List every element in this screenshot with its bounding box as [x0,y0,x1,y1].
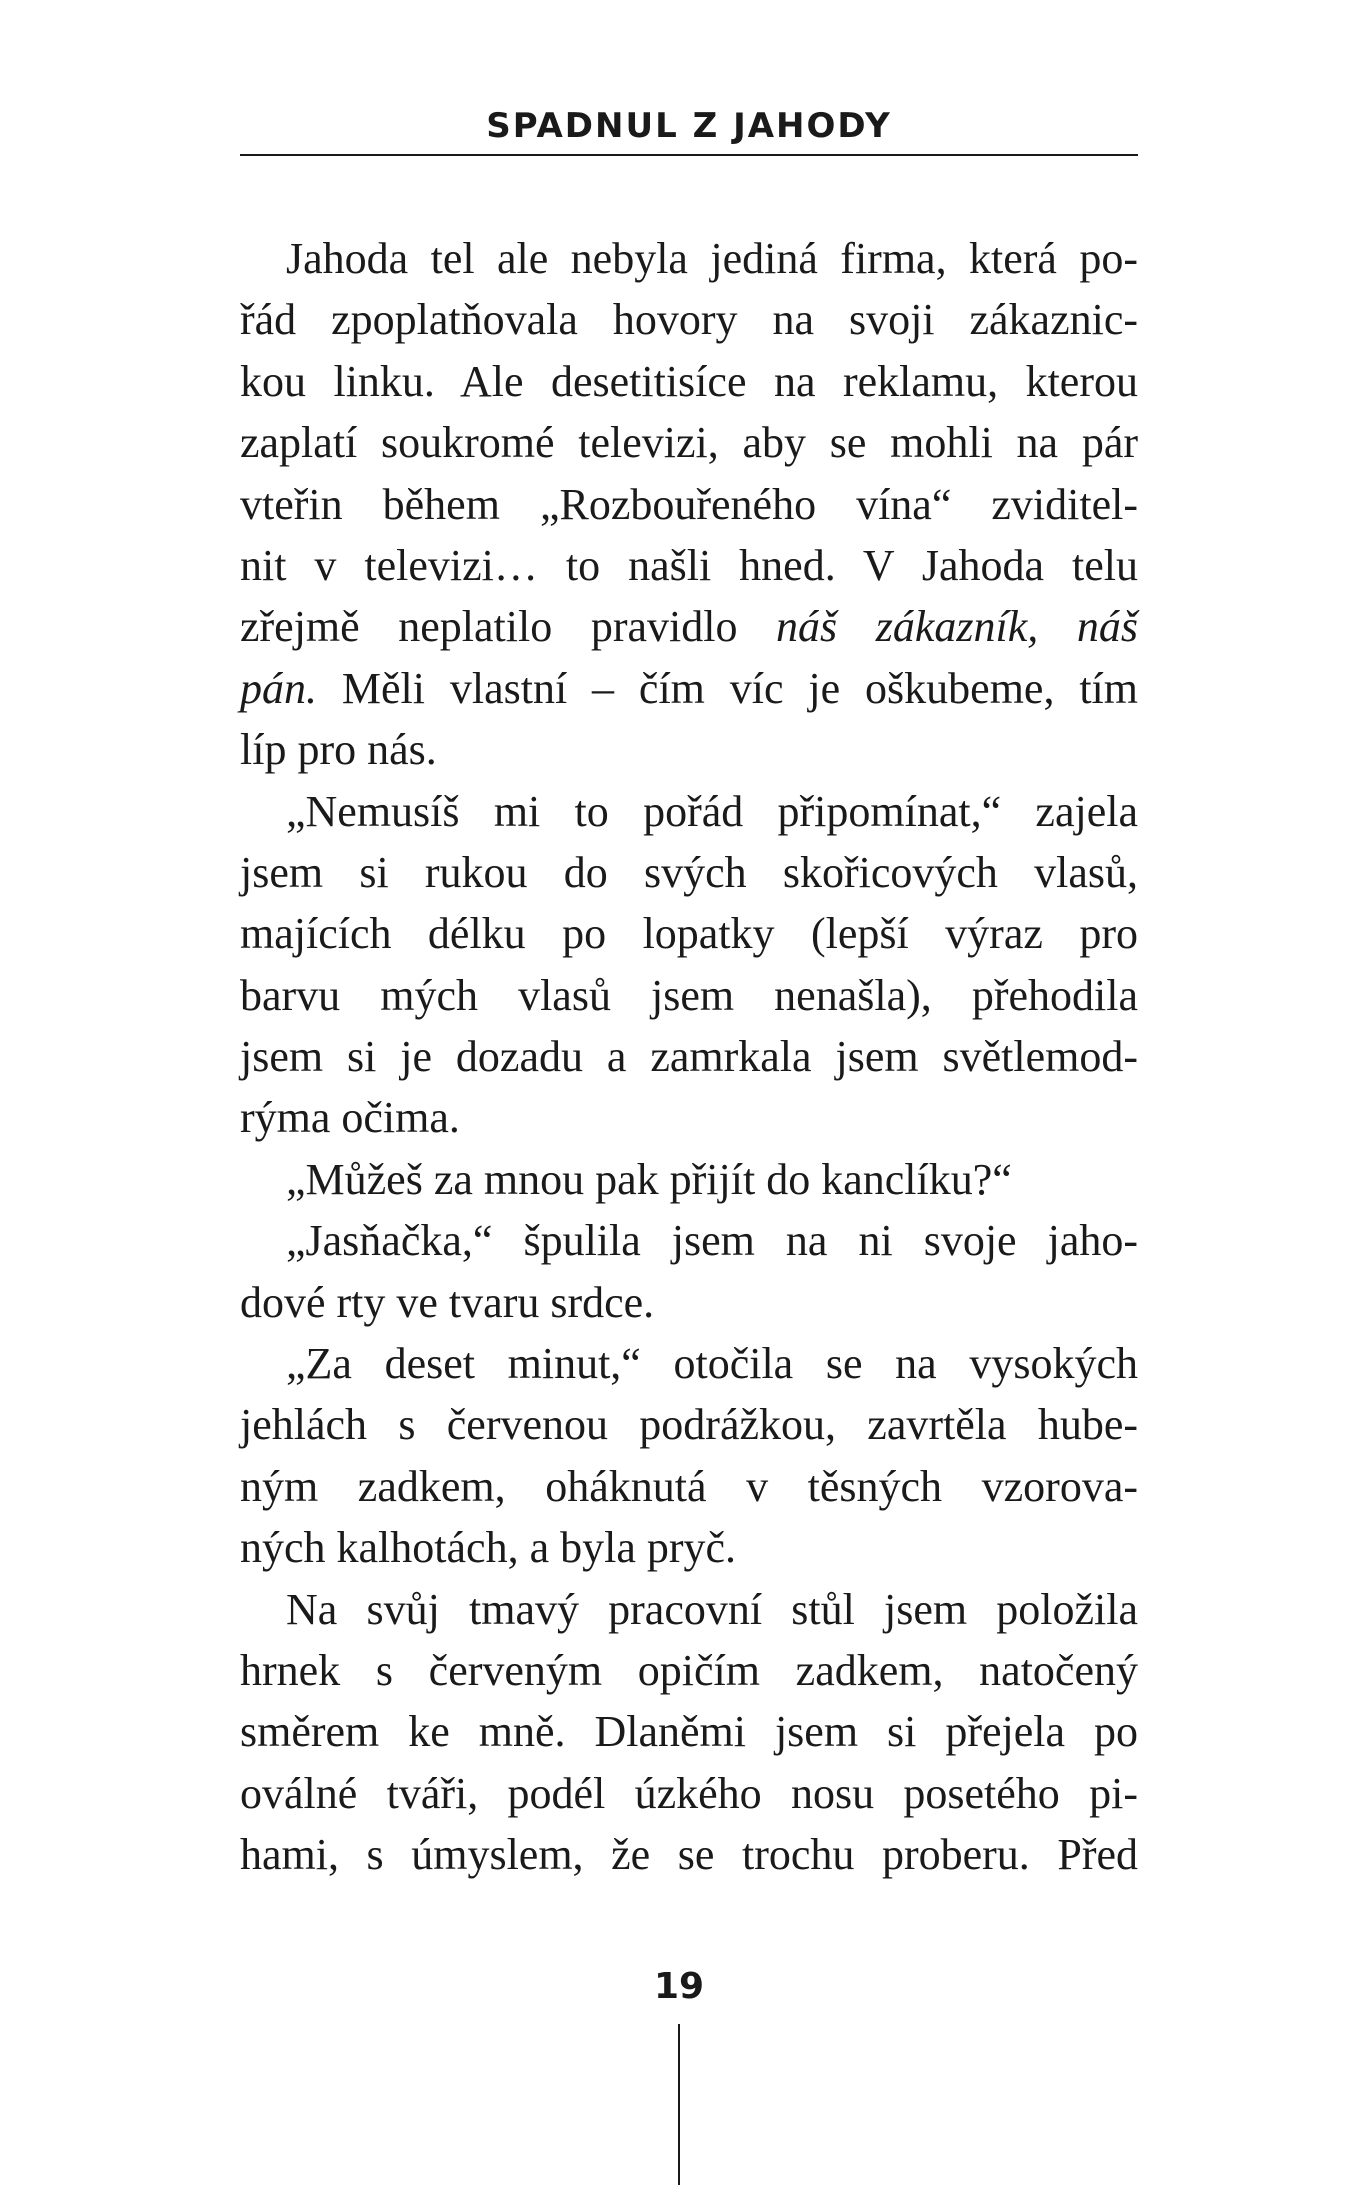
text-line [240,1210,1138,1271]
text-line [240,781,1138,842]
text-segment: líp pro nás. [240,725,437,775]
text-segment: oválné tváři, podél úzkého nosu posetého pi- [240,1768,1138,1818]
text-segment: majících délku po lopatky (lepší výraz pro [240,909,1138,959]
text-line [240,965,1138,1026]
text-segment: ných kalhotách, a byla pryč. [240,1523,737,1573]
text-line [240,658,1138,719]
text-segment: ným zadkem, oháknutá v těsných vzorova- [240,1461,1138,1511]
text-segment: jsem si je dozadu a zamrkala jsem světlemod- [240,1032,1138,1082]
page-number-rule [678,2024,680,2185]
text-line [240,1701,1138,1762]
text-line [240,596,1138,657]
text-segment: hrnek s červeným opičím zadkem, natočený [240,1645,1138,1695]
text-segment: „Můžeš za mnou pak přijít do kanclíku?“ [286,1154,1012,1204]
text-segment: vteřin během „Rozbouřeného vína“ zviditel- [240,479,1138,529]
text-line [240,351,1138,412]
text-line [240,535,1138,596]
text-segment: Měli vlastní – čím víc je oškubeme, tím [317,663,1138,713]
text-line [240,289,1138,350]
text-segment: jehlách s červenou podrážkou, zavrtěla hube- [240,1400,1138,1450]
text-segment: Jahoda tel ale nebyla jediná firma, která po- [286,234,1138,283]
text-segment: zaplatí soukromé televizi, aby se mohli na pár [240,418,1138,468]
text-line [240,903,1138,964]
text-line [240,1456,1138,1517]
italic-text: náš zákazník, náš [776,602,1138,652]
text-line [240,1272,1138,1333]
text-line [240,1763,1138,1824]
text-segment: kou linku. Ale desetitisíce na reklamu, kterou [240,356,1138,406]
page-number: 19 [653,1966,705,2007]
text-line [240,1149,1138,1210]
text-line [240,719,1138,780]
text-segment: Na svůj tmavý pracovní stůl jsem položila [286,1584,1138,1634]
text-segment: rýma očima. [240,1093,460,1143]
text-segment: řád zpoplatňovala hovory na svoji zákaznic- [240,295,1138,345]
text-segment: dové rty ve tvaru srdce. [240,1277,655,1327]
text-segment: „Jasňačka,“ špulila jsem na ni svoje jaho- [286,1216,1138,1266]
running-head-title: SPADNUL Z JAHODY [486,106,892,146]
text-segment: „Nemusíš mi to pořád připomínat,“ zajela [286,786,1138,836]
text-line [240,1087,1138,1148]
text-line [240,1579,1138,1640]
text-line [240,1394,1138,1455]
body-text [240,228,1138,1886]
text-segment: zřejmě neplatilo pravidlo [240,602,777,652]
text-segment: směrem ke mně. Dlaněmi jsem si přejela po [240,1707,1138,1757]
text-line [240,1026,1138,1087]
text-line [240,1517,1138,1578]
text-segment: nit v televizi… to našli hned. V Jahoda telu [240,540,1138,590]
text-line [240,412,1138,473]
italic-text: pán. [240,663,317,713]
text-line [240,474,1138,535]
text-line [240,842,1138,903]
text-segment: hami, s úmyslem, že se trochu proberu. Před [240,1830,1138,1880]
text-line [240,228,1138,289]
text-segment: barvu mých vlasů jsem nenašla), přehodila [240,970,1138,1020]
text-line [240,1333,1138,1394]
text-segment: jsem si rukou do svých skořicových vlasů, [240,847,1138,897]
text-line [240,1640,1138,1701]
text-line [240,1824,1138,1885]
header-divider [240,154,1138,156]
text-segment: „Za deset minut,“ otočila se na vysokých [286,1339,1138,1389]
